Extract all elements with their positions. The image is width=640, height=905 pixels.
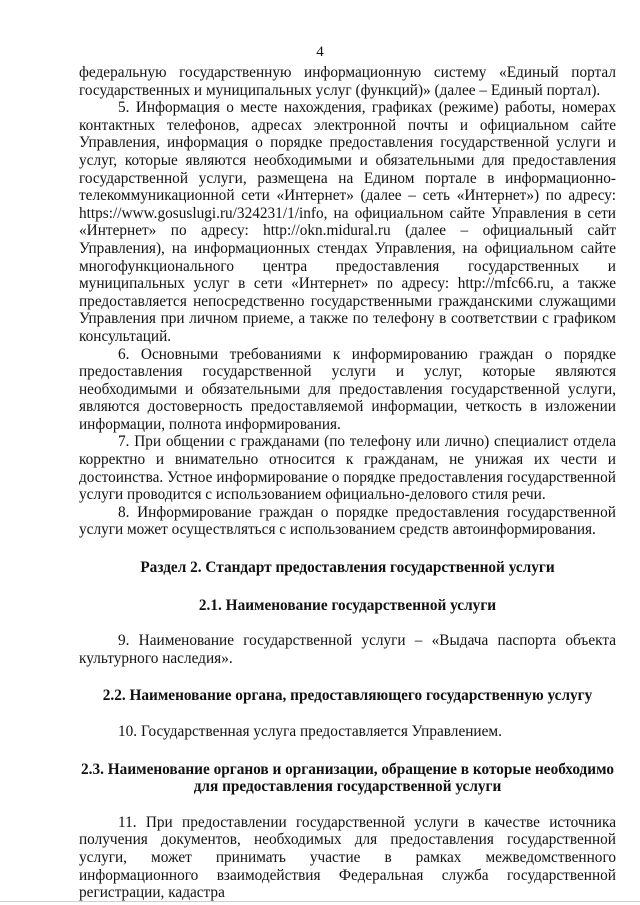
paragraph-6: 6. Основными требованиями к информированию граждан о порядке предоставления государственной услуги и услуг, которые являются необходимыми и обязательными для предоставления государственной услуги, являются достоверность предоставляемой информации, четкость в изложении информации, полнота информирования.	[79, 345, 616, 433]
paragraph-11: 11. При предоставлении государственной услуги в качестве источника получения документов, необходимых для предоставления государственной услуги, может принимать участие в рамках межведомственного информационного взаимодействия Федеральная служба государственной регистрации, кадастра	[79, 813, 616, 902]
paragraph-continuation: федеральную государственную информационную систему «Единый портал государственных и муниципальных услуг (функций)» (далее – Единый портал).	[79, 64, 616, 99]
subsection-2-1-heading: 2.1. Наименование государственной услуги	[198, 596, 497, 614]
subsection-2-3-heading: 2.3. Наименование органов и организации, обращение в которые необходимо для предоставления государственной услуги	[81, 760, 614, 796]
paragraph-7: 7. При общении с гражданами (по телефону или лично) специалист отдела корректно и внимательно относится к гражданам, не унижая их чести и достоинства. Устное информирование о порядке предоставления государственной услуги проводится с использованием официально-делового стиля речи.	[79, 433, 616, 504]
paragraph-8: 8. Информирование граждан о порядке предоставления государственной услуги может осуществляться с использованием средств автоинформирования.	[79, 503, 616, 539]
paragraph-5: 5. Информация о месте нахождения, графиках (режиме) работы, номерах контактных телефонов, адресах электронной почты и официальном сайте Управления, информация о порядке предоставления государственной услуги и услуг, которые являются необходимыми и обязательными для предоставления государственной услуги, размещена на Едином портале в информационно-телекоммуникационной сети «Интернет» (далее – сеть «Интернет») по адресу: https://www.gosuslugi.ru/324231/1/info, на официальном сайте Управления в сети «Интернет» по адресу: http://okn.midural.ru (далее – официальный сайт Управления), на информационных стендах Управления, на официальном сайте многофункционального центра предоставления государственных и муниципальных услуг в сети «Интернет» по адресу: http://mfc66.ru, а также предоставляется непосредственно государственными гражданскими служащими Управления при личном приеме, а также по телефону в соответствии с графиком консультаций.	[79, 99, 616, 345]
section-2-heading: Раздел 2. Стандарт предоставления государственной услуги	[140, 559, 555, 577]
subsection-2-2-heading: 2.2. Наименование органа, предоставляющего государственную услугу	[102, 687, 593, 705]
paragraph-10: 10. Государственная услуга предоставляется Управлением.	[118, 723, 502, 740]
paragraph-9: 9. Наименование государственной услуги – «Выдача паспорта объекта культурного наследия».	[79, 632, 616, 667]
page-number: 4	[316, 44, 324, 60]
scan-edge-divider	[0, 901, 640, 902]
document-body	[79, 64, 616, 902]
